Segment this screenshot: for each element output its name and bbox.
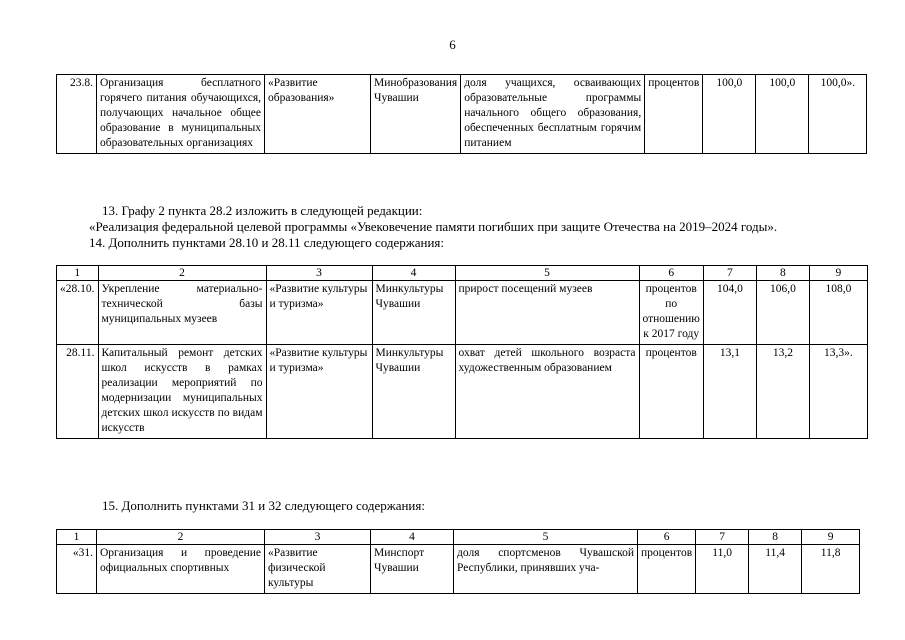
item-number: «31. [57,545,97,594]
ministry: Минкультуры Чувашии [372,281,455,345]
item-number: 23.8. [57,75,97,154]
value-2020: 13,2 [756,345,809,439]
unit: процентов [639,345,703,439]
column-header: 2 [97,530,265,545]
item-number: «28.10. [57,281,99,345]
value-2019: 104,0 [703,281,756,345]
column-header: 8 [749,530,802,545]
indicator: охват детей школьного возраста художественным образованием [455,345,639,439]
column-header: 3 [265,530,371,545]
activity-name: Капитальный ремонт детских школ искусств в рамках реализации мероприятий по модернизации муниципальных детских школ искусств по видам искусств [98,345,266,439]
value-2021: 100,0». [809,75,867,154]
column-header: 1 [57,266,99,281]
unit: процентов [645,75,703,154]
paragraph-14: 14. Дополнить пунктами 28.10 и 28.11 следующего содержания: [89,235,444,250]
ministry: Минспорт Чувашии [371,545,454,594]
column-header: 2 [98,266,266,281]
column-header: 7 [696,530,749,545]
ministry: Минобразования Чувашии [371,75,461,154]
indicator: доля спортсменов Чувашской Республики, принявших уча- [454,545,638,594]
value-2021: 11,8 [802,545,860,594]
column-header: 5 [455,266,639,281]
page-number: 6 [449,37,456,52]
table-items-31 [56,529,860,594]
unit: процентов [638,545,696,594]
program-name: «Развитие культуры и туризма» [266,345,372,439]
value-2020: 106,0 [756,281,809,345]
column-header: 1 [57,530,97,545]
item-number: 28.11. [57,345,99,439]
value-2019: 13,1 [703,345,756,439]
page-bottom-mask [0,597,905,640]
paragraph-15: 15. Дополнить пунктами 31 и 32 следующего содержания: [102,498,425,513]
program-name: «Развитие физической культуры [265,545,371,594]
table-items-28 [56,265,868,439]
column-header: 4 [371,530,454,545]
column-header: 3 [266,266,372,281]
column-header: 6 [638,530,696,545]
table-header-row [57,530,860,545]
table-row [57,545,860,594]
value-2020: 100,0 [756,75,809,154]
paragraph-13-text: «Реализация федеральной целевой программы «Увековечение памяти погибших при защите Отечества на 2019–2024 годы». [89,219,778,234]
column-header: 7 [703,266,756,281]
indicator: доля учащихся, осваивающих образовательные программы начального общего образования, обеспеченных бесплатным горячим питанием [461,75,645,154]
activity-name: Организация бесплатного горячего питания обучающихся, получающих начальное общее образование в муниципальных образовательных организациях [97,75,265,154]
paragraph-13: 13. Графу 2 пункта 28.2 изложить в следующей редакции: [102,203,423,218]
indicator: прирост посещений музеев [455,281,639,345]
value-2019: 11,0 [696,545,749,594]
table-row [57,345,868,439]
activity-name: Организация и проведение официальных спортивных [97,545,265,594]
table-continuation [56,74,867,154]
column-header: 4 [372,266,455,281]
column-header: 5 [454,530,638,545]
table-header-row [57,266,868,281]
unit: процентов по отношению к 2017 году [639,281,703,345]
column-header: 8 [756,266,809,281]
column-header: 9 [802,530,860,545]
value-2020: 11,4 [749,545,802,594]
program-name: «Развитие культуры и туризма» [266,281,372,345]
table-row [57,75,867,154]
activity-name: Укрепление материально-технической базы муниципальных музеев [98,281,266,345]
ministry: Минкультуры Чувашии [372,345,455,439]
table-row [57,281,868,345]
column-header: 9 [809,266,867,281]
value-2019: 100,0 [703,75,756,154]
program-name: «Развитие образования» [265,75,371,154]
value-2021: 13,3». [809,345,867,439]
value-2021: 108,0 [809,281,867,345]
column-header: 6 [639,266,703,281]
